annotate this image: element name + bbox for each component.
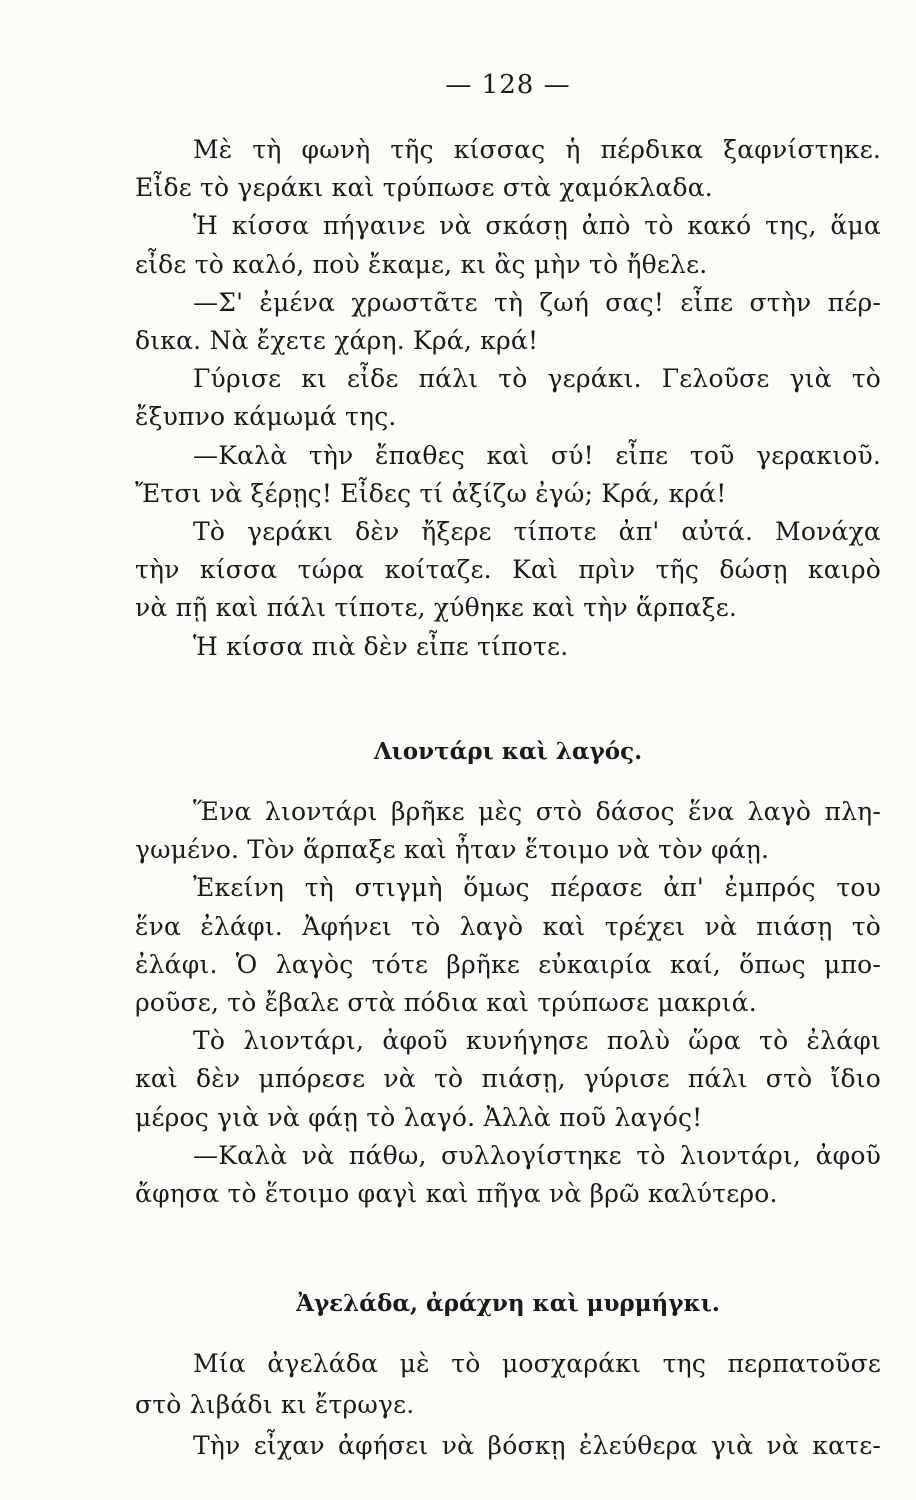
- text-line: Ἐκείνη τὴ στιγμὴ ὅμως πέρασε ἀπ' ἐμπρός του: [193, 873, 881, 903]
- text-line: Τὸ λιοντάρι, ἀφοῦ κυνήγησε πολὺ ὥρα τὸ ἐλάφι: [193, 1026, 881, 1056]
- text-line: Μὲ τὴ φωνὴ τῆς κίσσας ἡ πέρδικα ξαφνίστηκε.: [193, 135, 881, 164]
- section-heading-cow-spider-ant: Ἀγελάδα, ἀράχνη καὶ μυρμήγκι.: [296, 1290, 720, 1317]
- text-line: μέρος γιὰ νὰ φάῃ τὸ λαγό. Ἀλλὰ ποῦ λαγός!: [135, 1102, 703, 1132]
- section-heading-lion-and-hare: Λιοντάρι καὶ λαγός.: [373, 738, 643, 765]
- text-line: —Καλὰ νὰ πάθω, συλλογίστηκε τὸ λιοντάρι, ἀφοῦ: [193, 1140, 881, 1170]
- text-line: Τὸ γεράκι δὲν ἤξερε τίποτε ἀπ' αὐτά. Μονάχα: [193, 517, 881, 546]
- text-line: Εἶδε τὸ γεράκι καὶ τρύπωσε στὰ χαμόκλαδα.: [135, 173, 713, 203]
- page-number: — 128 —: [445, 70, 571, 100]
- text-line: Ἕνα λιοντάρι βρῆκε μὲς στὸ δάσος ἕνα λαγὸ πλη-: [193, 797, 881, 826]
- text-line: Ἡ κίσσα πήγαινε νὰ σκάσῃ ἀπὸ τὸ κακό της, ἅμα: [193, 211, 881, 241]
- text-line: —Σ' ἐμένα χρωστᾶτε τὴ ζωή σας! εἶπε στὴν πέρ-: [193, 287, 881, 317]
- text-line: ροῦσε, τὸ ἔβαλε στὰ πόδια καὶ τρύπωσε μακριά.: [135, 988, 757, 1017]
- text-line: —Καλὰ τὴν ἔπαθες καὶ σύ! εἶπε τοῦ γερακιοῦ.: [193, 440, 881, 470]
- text-line: εἶδε τὸ καλό, ποὺ ἔκαμε, κι ἂς μὴν τὸ ἤθελε.: [135, 249, 708, 279]
- text-line: γωμένο. Τὸν ἅρπαξε καὶ ἦταν ἕτοιμο νὰ τὸν φάῃ.: [135, 835, 770, 865]
- text-line: Ἡ κίσσα πιὰ δὲν εἶπε τίποτε.: [193, 631, 569, 661]
- text-line: Τὴν εἶχαν ἀφήσει νὰ βόσκῃ ἐλεύθερα γιὰ νὰ κατε-: [193, 1431, 881, 1460]
- text-line: δικα. Νὰ ἔχετε χάρη. Κρά, κρά!: [135, 326, 539, 355]
- text-line: νὰ πῇ καὶ πάλι τίποτε, χύθηκε καὶ τὴν ἅρπαξε.: [135, 593, 738, 623]
- text-line: στὸ λιβάδι κι ἔτρωγε.: [135, 1390, 415, 1419]
- text-line: Ἔτσι νὰ ξέρῃς! Εἶδες τί ἀξίζω ἐγώ; Κρά, κρά!: [135, 478, 727, 508]
- text-line: Γύρισε κι εἶδε πάλι τὸ γεράκι. Γελοῦσε γιὰ τὸ: [193, 364, 881, 394]
- text-line: καὶ δὲν μπόρεσε νὰ τὸ πιάσῃ, γύρισε πάλι στὸ ἴδιο: [135, 1064, 881, 1094]
- text-line: ἐλάφι. Ὁ λαγὸς τότε βρῆκε εὐκαιρία καί, ὅπως μπο-: [135, 949, 881, 979]
- text-line: Μία ἀγελάδα μὲ τὸ μοσχαράκι της περπατοῦσε: [193, 1349, 881, 1378]
- text-line: τὴν κίσσα τώρα κοίταζε. Καὶ πρὶν τῆς δώσῃ καιρὸ: [135, 555, 881, 585]
- text-line: ἄφησα τὸ ἕτοιμο φαγὶ καὶ πῆγα νὰ βρῶ καλύτερο.: [135, 1179, 778, 1208]
- text-line: ἕνα ἐλάφι. Ἀφήνει τὸ λαγὸ καὶ τρέχει νὰ πιάσῃ τὸ: [135, 911, 881, 941]
- text-line: ἔξυπνο κάμωμά της.: [135, 402, 397, 432]
